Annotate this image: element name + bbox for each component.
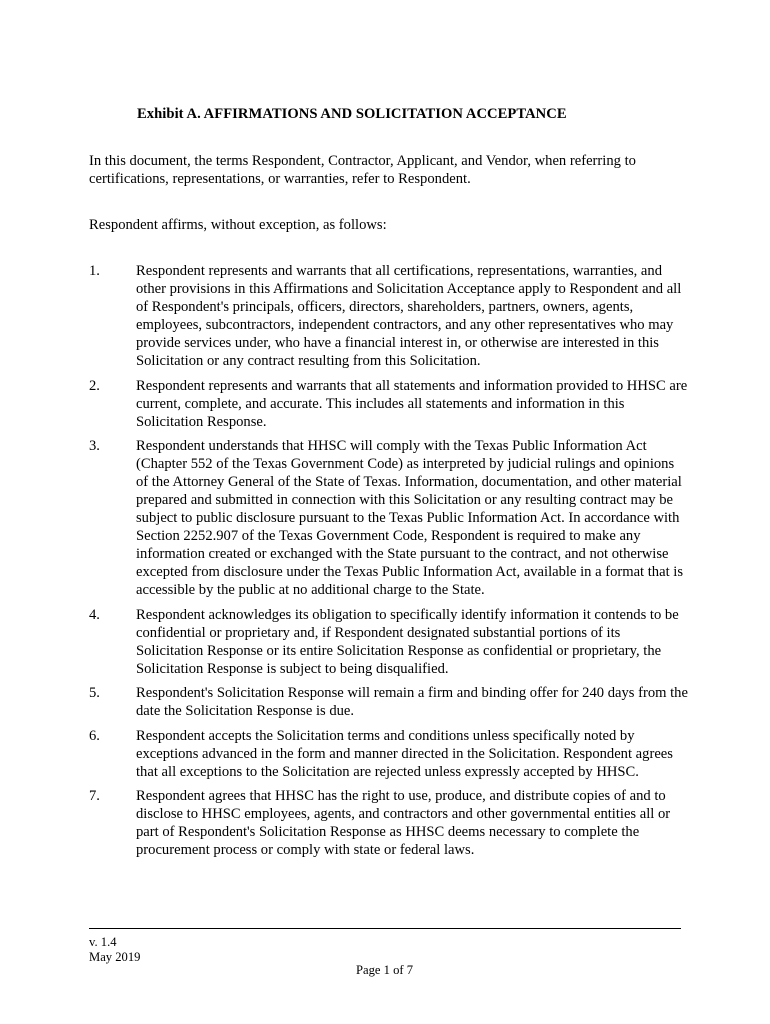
list-item bbox=[89, 787, 689, 859]
page-title: Exhibit A. AFFIRMATIONS AND SOLICITATION ACCEPTANCE bbox=[137, 106, 567, 122]
item-text: Respondent accepts the Solicitation terms and conditions unless specifically noted by exceptions advanced in the form and manner directed in the Solicitation. Respondent agrees that all exceptions to the Solicitation are rejected unless expressly accepted by HHSC. bbox=[136, 727, 673, 780]
item-text: Respondent acknowledges its obligation to specifically identify information it contends to be confidential or proprietary and, if Respondent designated substantial portions of its Solicitation Response or its entire Solicitation Response as confidential or proprietary, the Solicitation Response is subject to being disqualified. bbox=[136, 606, 679, 677]
item-text: Respondent's Solicitation Response will remain a firm and binding offer for 240 days from the date the Solicitation Response is due. bbox=[136, 685, 688, 719]
item-text: Respondent agrees that HHSC has the right to use, produce, and distribute copies of and to disclose to HHSC employees, agents, and contractors and other governmental entities all or part of Respondent's Solicitation Response as HHSC deems necessary to complete the procurement process or comply with state or federal laws. bbox=[136, 788, 671, 858]
list-item bbox=[89, 727, 689, 781]
item-number: 7. bbox=[89, 788, 100, 804]
affirmation-lead: Respondent affirms, without exception, as follows: bbox=[89, 217, 387, 233]
item-text: Respondent understands that HHSC will comply with the Texas Public Information Act (Chapter 552 of the Texas Government Code) as interpreted by judicial rulings and opinions of the Attorney General of the State of Texas. Information, documentation, and other material prepared and submitted in connection with this Solicitation or any resulting contract may be subject to public disclosure pursuant to the Texas Public Information Act. In accordance with Section 2252.907 of the Texas Government Code, Respondent is required to make any information created or exchanged with the State pursuant to the contract, and not otherwise excepted from disclosure under the Texas Public Information Act, available in a format that is accessible by the public at no additional charge to the State. bbox=[136, 438, 684, 598]
item-text: Respondent represents and warrants that all statements and information provided to HHSC are current, complete, and accurate. This includes all statements and information in this Solicitation Response. bbox=[136, 377, 688, 430]
item-text: Respondent represents and warrants that all certifications, representations, warranties, and other provisions in this Affirmations and Solicitation Acceptance apply to Respondent and all of Respondent's principals, officers, directors, shareholders, partners, owners, agents, employees, subcontractors, independent contractors, and any other representatives who may provide services under, who have a financial interest in, or otherwise are interested in this Solicitation or any contract resulting from this Solicitation. bbox=[136, 263, 682, 369]
affirmation-list bbox=[89, 262, 689, 866]
item-number: 1. bbox=[89, 263, 100, 279]
footer-date: May 2019 bbox=[89, 950, 141, 964]
list-item bbox=[89, 437, 689, 599]
footer-divider bbox=[89, 928, 681, 929]
list-item bbox=[89, 377, 689, 431]
item-number: 6. bbox=[89, 727, 100, 744]
intro-paragraph: In this document, the terms Respondent, Contractor, Applicant, and Vendor, when referring to certifications, representations, or warranties, refer to Respondent. bbox=[89, 153, 636, 187]
item-number: 3. bbox=[89, 438, 100, 454]
list-item bbox=[89, 684, 689, 720]
item-number: 5. bbox=[89, 685, 100, 701]
item-number: 2. bbox=[89, 377, 100, 394]
list-item bbox=[89, 262, 689, 370]
footer-version: v. 1.4 bbox=[89, 935, 117, 949]
item-number: 4. bbox=[89, 606, 100, 623]
page-number: Page 1 of 7 bbox=[356, 963, 414, 977]
list-item bbox=[89, 606, 689, 678]
